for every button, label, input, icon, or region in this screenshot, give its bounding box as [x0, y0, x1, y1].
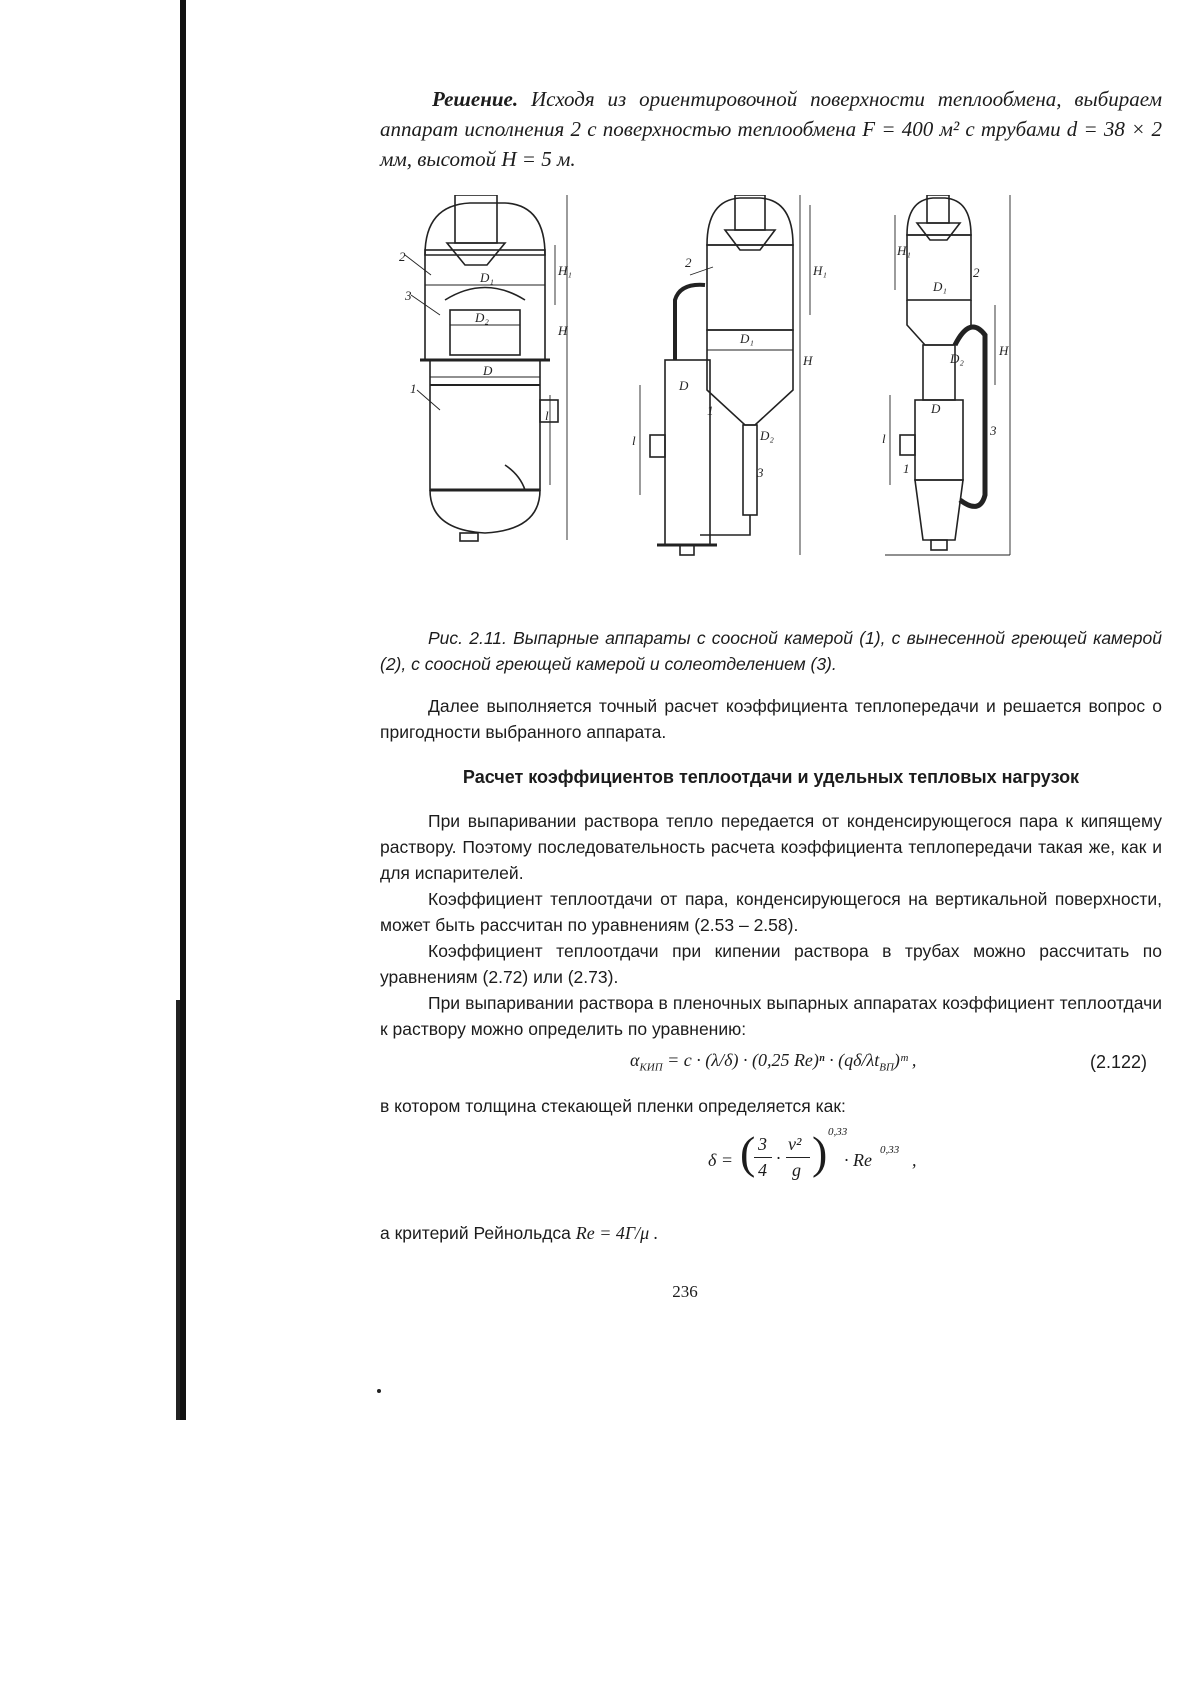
label-1-D2: D₂: [475, 310, 489, 325]
paragraph-2: При выпаривании раствора тепло передается от конденсирующегося пара к кипящему раствору. Поэтому последовательность расчета коэффициента теплопередачи такая же, как и для испарителей.: [380, 811, 1162, 883]
paragraph-4: Коэффициент теплоотдачи при кипении раствора в трубах можно рассчитать по уравнениям (2.72) или (2.73).: [380, 941, 1162, 987]
label-2-l: l: [632, 433, 636, 448]
label-3-H1: H₁: [897, 243, 911, 258]
page-number: 236: [672, 1282, 698, 1301]
scan-speck: [377, 1389, 381, 1393]
paragraph-6: в котором толщина стекающей пленки определяется как:: [380, 1096, 846, 1116]
label-3-3: 3: [990, 423, 997, 438]
paragraph-3: Коэффициент теплоотдачи от пара, конденсирующегося на вертикальной поверхности, может быть рассчитан по уравнениям (2.53 – 2.58).: [380, 889, 1162, 935]
reynolds-formula: Re = 4Γ/μ .: [575, 1223, 659, 1243]
label-3-2: 2: [973, 265, 980, 280]
label-2-1: 1: [707, 403, 714, 418]
label-2-2: 2: [685, 255, 692, 270]
film-thickness-formula: δ = ( 3 4 · ν² g ) 0,33 · Re 0,33 ,: [708, 1126, 917, 1180]
label-1-H1: H₁: [558, 263, 572, 278]
label-2-H1: H₁: [813, 263, 827, 278]
label-2-D1: D₁: [740, 331, 754, 346]
label-1-H: H: [558, 323, 568, 338]
section-heading: Расчет коэффициентов теплоотдачи и удельных тепловых нагрузок: [462, 767, 1080, 787]
equation-number: (2.122): [1090, 1052, 1148, 1072]
scan-binding-edge: [180, 0, 186, 1420]
label-2-D2: D₂: [760, 428, 774, 443]
label-3-1: 1: [903, 461, 910, 476]
label-1-3: 3: [405, 288, 412, 303]
solution-lead: Решение.: [432, 87, 519, 111]
paragraph-7: а критерий Рейнольдса Re = 4Γ/μ .: [380, 1223, 659, 1243]
paragraph-1: Далее выполняется точный расчет коэффициента теплопередачи и решается вопрос о пригодности выбранного аппарата.: [380, 696, 1162, 742]
label-3-D1: D₁: [933, 279, 947, 294]
label-2-3: 3: [757, 465, 764, 480]
apparatus-2-drawing: [640, 195, 810, 555]
label-1-1: 1: [410, 381, 417, 396]
label-3-l: l: [882, 431, 886, 446]
label-3-D2: D₂: [950, 351, 964, 366]
label-2-H: H: [803, 353, 813, 368]
solution-paragraph: [380, 84, 1162, 174]
label-1-D: D: [483, 363, 493, 378]
label-1-l: l: [545, 408, 549, 423]
label-3-D: D: [931, 401, 941, 416]
label-1-D1: D₁: [480, 270, 494, 285]
label-2-D: D: [679, 378, 689, 393]
equation-2-122: $\alpha_{КИП} = c \cdot (\lambda/\delta) \cdot (0,25$ $Re)^n \cdot (q\delta/\lambda t_{ВП})ᵐ$ ,: [630, 1050, 917, 1074]
label-1-2: 2: [399, 249, 406, 264]
figure-evaporators: [395, 195, 1115, 605]
paragraph-5: При выпаривании раствора в пленочных выпарных аппаратах коэффициент теплоотдачи к раствору можно определить по уравнению:: [380, 993, 1162, 1039]
caption-text: Рис. 2.11. Выпарные аппараты с соосной камерой (1), с вынесенной греющей камерой (2), с соосной греющей камерой и солеотделением (3).: [380, 628, 1162, 674]
solution-text: Исходя из ориентировочной поверхности теплообмена, выбираем аппарат исполнения 2 с поверхностью теплообмена F = 400 м² с трубами d = 38 × 2 мм, высотой H = 5 м.: [380, 87, 1163, 171]
figure-caption: [380, 625, 1162, 677]
label-3-H: H: [999, 343, 1009, 358]
